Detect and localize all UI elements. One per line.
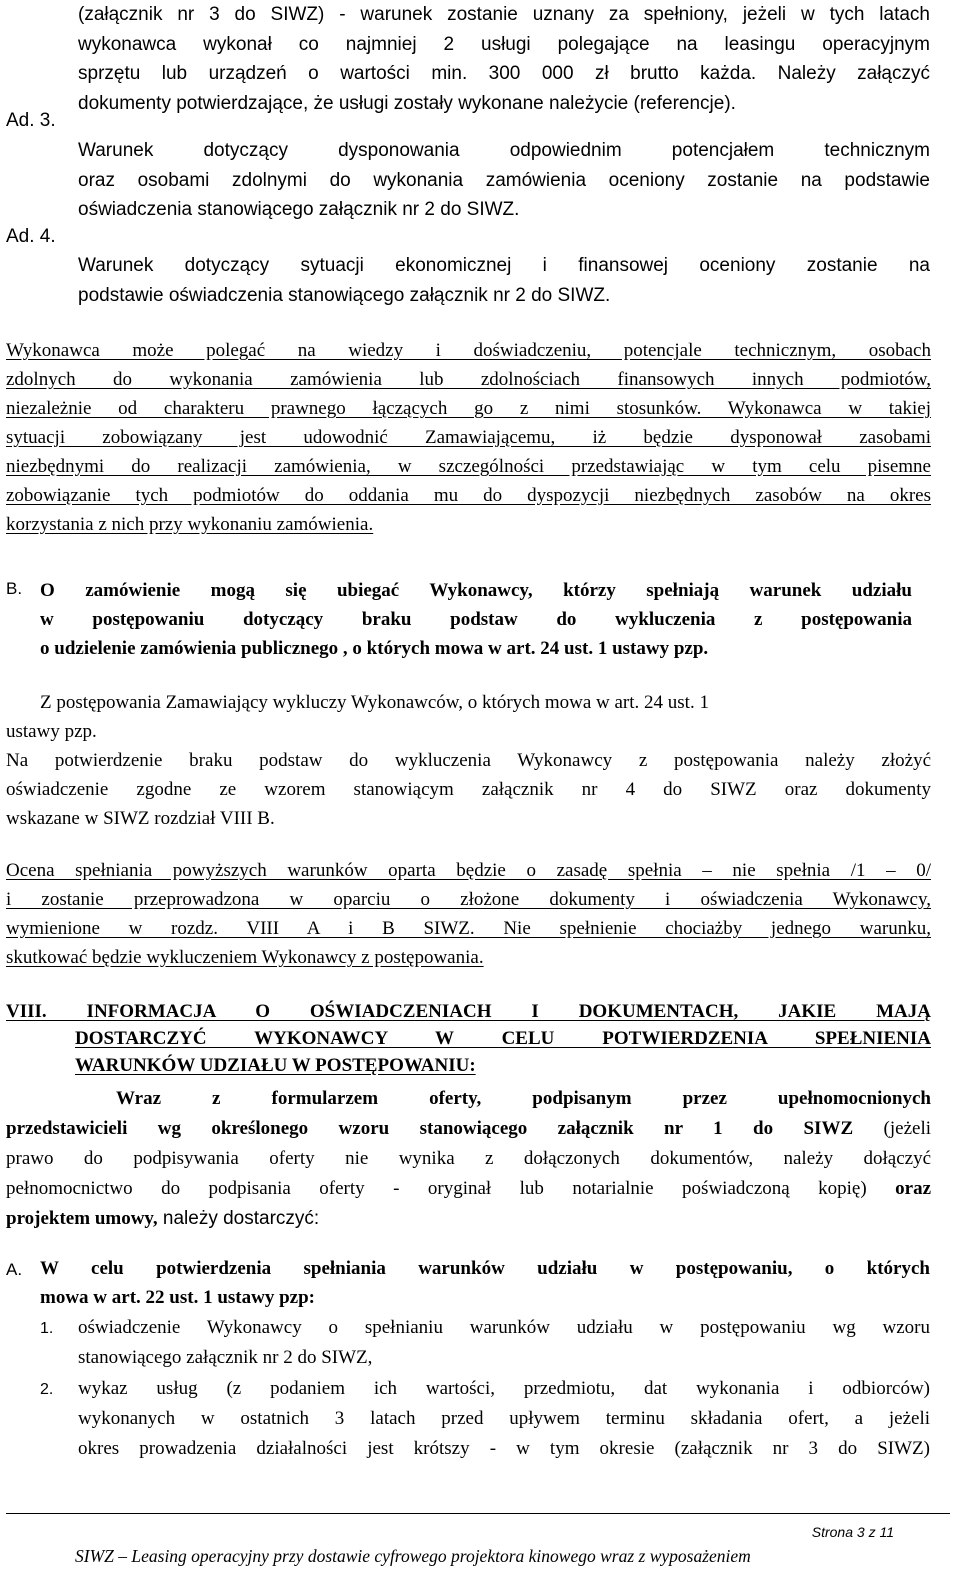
text-line: Wraz z formularzem oferty, podpisanym przez upełnomocnionych	[116, 1088, 931, 1109]
ad3-label: Ad. 3.	[6, 110, 56, 131]
text-line: Wykonawca może polegać na wiedzy i doświadczeniu, potencjale technicznym, osobach	[6, 340, 931, 361]
text-line: o udzielenie zamówienia publicznego , o których mowa w art. 24 ust. 1 ustawy pzp.	[40, 638, 709, 659]
text-line: niezbędnymi do realizacji zamówienia, w szczególności przedstawiając w tym celu pisemne	[6, 456, 931, 477]
inline-text: (jeżeli	[853, 1118, 932, 1139]
text-line: ustawy pzp.	[6, 721, 97, 742]
text-line: okres prowadzenia działalności jest krótszy - w tym okresie (załącznik nr 3 do SIWZ)	[78, 1438, 930, 1459]
text-line: oświadczenia stanowiącego załącznik nr 2 do SIWZ.	[78, 199, 520, 220]
text-line: zdolnych do wykonania zamówienia lub zdolnościach finansowych innych podmiotów,	[6, 369, 931, 390]
inline-text: należy dostarczyć:	[157, 1208, 320, 1229]
section-b-heading	[40, 576, 912, 663]
text-line: Na potwierdzenie braku podstaw do wykluczenia Wykonawcy z postępowania należy złożyć	[6, 750, 931, 771]
bold-text: projektem umowy,	[6, 1208, 158, 1229]
list-number: 1.	[40, 1320, 54, 1337]
text-line: w postępowaniu dotyczący braku podstaw do wykluczenia z postępowania	[40, 609, 912, 630]
text-line: sytuacji zobowiązany jest udowodnić Zamawiającemu, iż będzie dysponował zasobami	[6, 427, 931, 448]
section-a-heading	[40, 1254, 930, 1312]
text-line: mowa w art. 22 ust. 1 ustawy pzp:	[40, 1287, 315, 1308]
text-line: prawo do podpisywania oferty nie wynika z dołączonych dokumentów, należy dołączyć	[6, 1148, 931, 1169]
text-line: oraz osobami zdolnymi do wykonania zamówienia oceniony zostanie na podstawie	[78, 169, 930, 191]
text-line: wykonanych w ostatnich 3 latach przed upływem terminu składania ofert, a jeżeli	[78, 1408, 930, 1429]
exclusion-paragraph	[6, 688, 931, 833]
top-paragraph	[78, 0, 930, 118]
text-line: wymienione w rozdz. VIII A i B SIWZ. Nie spełnienie chociażby jednego warunku,	[6, 918, 931, 939]
list-item	[78, 1313, 930, 1373]
text-line: korzystania z nich przy wykonaniu zamówienia.	[6, 514, 374, 535]
text-line: niezależnie od charakteru prawnego łączących go z nimi stosunków. Wykonawca w takiej	[6, 398, 931, 419]
section-viii-intro	[6, 1084, 931, 1234]
list-item	[78, 1374, 930, 1464]
section-a-marker: A.	[6, 1260, 23, 1279]
text-line: sprzętu lub urządzeń o wartości min. 300 000 zł brutto każda. Należy załączyć	[78, 63, 930, 84]
footer-divider	[6, 1513, 950, 1514]
section-viii-heading	[6, 998, 931, 1079]
bold-text: przedstawicieli wg określonego wzoru stanowiącego załącznik nr 1 do SIWZ	[6, 1118, 854, 1139]
text-line: Warunek dotyczący sytuacji ekonomicznej i finansowej oceniony zostanie na	[78, 255, 930, 276]
text-line: zobowiązanie tych podmiotów do oddania mu do dyspozycji niezbędnych zasobów na okres	[6, 485, 931, 506]
text-line: skutkować będzie wykluczeniem Wykonawcy z postępowania.	[6, 947, 484, 968]
text-line: Ocena spełniania powyższych warunków oparta będzie o zasadę spełnia – nie spełnia /1 – 0/	[6, 860, 931, 881]
page-number: Strona 3 z 11	[811, 1524, 894, 1540]
assessment-paragraph	[6, 856, 931, 972]
bold-text: oraz	[866, 1178, 932, 1199]
text-line	[6, 1204, 931, 1234]
text-line: O zamówienie mogą się ubiegać Wykonawcy, którzy spełniają warunek udziału	[40, 580, 912, 601]
text-line: WARUNKÓW UDZIAŁU W POSTĘPOWANIU:	[75, 1055, 476, 1076]
text-line	[6, 1114, 931, 1144]
section-b-marker: B.	[6, 579, 23, 598]
text-line: Warunek dotyczący dysponowania odpowiednim potencjałem technicznym	[78, 140, 930, 161]
text-line: wykonawca wykonał co najmniej 2 usługi polegające na leasingu operacyjnym	[78, 33, 930, 55]
ad4-label: Ad. 4.	[6, 226, 56, 247]
text-line: VIII. INFORMACJA O OŚWIADCZENIACH I DOKUMENTACH, JAKIE MAJĄ	[6, 1001, 931, 1022]
text-line: oświadczenie Wykonawcy o spełnianiu warunków udziału w postępowaniu wg wzoru	[78, 1317, 930, 1338]
inline-text: pełnomocnictwo do podpisania oferty - oryginał lub notarialnie poświadczoną kopię)	[6, 1178, 867, 1199]
reliance-paragraph	[6, 336, 931, 539]
text-line: DOSTARCZYĆ WYKONAWCY W CELU POTWIERDZENIA SPEŁNIENIA	[75, 1028, 931, 1049]
text-line	[6, 1174, 931, 1204]
text-line: wykaz usług (z podaniem ich wartości, przedmiotu, dat wykonania i odbiorców)	[78, 1378, 930, 1399]
text-line: W celu potwierdzenia spełniania warunków udziału w postępowaniu, o których	[40, 1258, 930, 1279]
text-line: dokumenty potwierdzające, że usługi zostały wykonane należycie (referencje).	[78, 92, 736, 114]
ad3-paragraph	[78, 136, 930, 225]
text-line: Z postępowania Zamawiający wykluczy Wykonawców, o których mowa w art. 24 ust. 1	[40, 692, 709, 713]
text-line: wskazane w SIWZ rozdział VIII B.	[6, 808, 275, 829]
text-line: i zostanie przeprowadzona w oparciu o złożone dokumenty i oświadczenia Wykonawcy,	[6, 889, 931, 910]
list-number: 2.	[40, 1381, 54, 1398]
ad4-paragraph	[78, 251, 930, 310]
text-line: stanowiącego załącznik nr 2 do SIWZ,	[78, 1347, 373, 1368]
text-line: oświadczenie zgodne ze wzorem stanowiącym załącznik nr 4 do SIWZ oraz dokumenty	[6, 779, 931, 800]
footer-title: SIWZ – Leasing operacyjny przy dostawie cyfrowego projektora kinowego wraz z wyposażeniem	[75, 1546, 751, 1566]
text-line: podstawie oświadczenia stanowiącego załącznik nr 2 do SIWZ.	[78, 284, 611, 306]
text-line: (załącznik nr 3 do SIWZ) - warunek zostanie uznany za spełniony, jeżeli w tych latach	[78, 4, 930, 25]
